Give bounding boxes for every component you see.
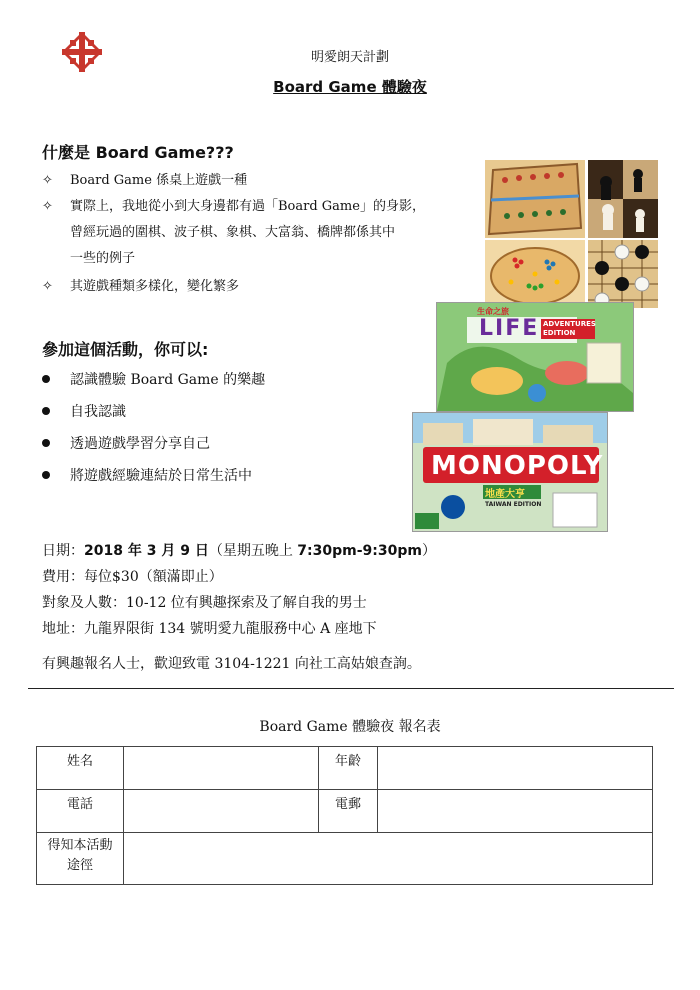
source-field[interactable] [124,833,653,885]
event-title: Board Game 體驗夜 [273,78,427,96]
dot-bullet-icon [42,471,50,479]
benefit-item: 將遊戲經驗連結於日常生活中 [42,465,252,485]
life-title: LIFE [479,316,540,341]
form-title: Board Game 體驗夜 報名表 [259,719,441,735]
sparkle-bullet-icon: ✧ [42,199,53,214]
monopoly-edition-label: TAIWAN EDITION [485,501,542,508]
dot-bullet-icon [42,375,50,383]
benefits-heading: 參加這個活動，你可以: [42,340,209,359]
benefit-item: 認識體驗 Board Game 的樂趣 [42,369,265,389]
sparkle-bullet-icon: ✧ [42,173,53,188]
benefit-item: 自我認識 [42,401,126,421]
intro-item: ✧ Board Game 係桌上遊戲一種 [42,168,247,194]
target-line: 對象及人數：10-12 位有興趣探索及了解自我的男士 [42,595,367,611]
monopoly-cn-label: 地產大亨 [485,489,525,500]
go-stones-image [588,240,658,308]
age-field[interactable] [378,747,653,790]
phone-label: 電話 [37,790,124,833]
life-subtitle: ADVENTURES EDITION [543,320,596,337]
dot-bullet-icon [42,439,50,447]
dot-bullet-icon [42,407,50,415]
email-field[interactable] [378,790,653,833]
chess-pieces-image [588,160,658,238]
monopoly-title: MONOPOLY [431,451,604,481]
address-line: 地址：九龍界限街 134 號明愛九龍服務中心 A 座地下 [42,621,377,637]
intro-continuation: 一些的例子 [70,251,136,266]
intro-item: ✧ 實際上，我地從小到大身邊都有過「Board Game」的身影， [42,194,425,220]
sparkle-bullet-icon: ✧ [42,279,53,294]
email-label: 電郵 [319,790,378,833]
marble-board-image [485,240,585,308]
life-cn-label: 生命之旅 [477,307,509,316]
time-value: 7:30pm-9:30pm [297,543,422,559]
registration-form [36,746,653,885]
game-of-life-box-image [436,302,634,412]
intro-heading: 什麼是 Board Game??? [42,143,234,162]
contact-line: 有興趣報名人士，歡迎致電 3104-1221 向社工高姑娘查詢。 [42,656,421,672]
phone-field[interactable] [124,790,319,833]
divider [28,688,674,689]
monopoly-box-image [412,412,608,532]
name-label: 姓名 [37,747,124,790]
source-label: 得知本活動 途徑 [37,833,124,885]
date-value: 2018 年 3 月 9 日 [84,543,209,559]
age-label: 年齡 [319,747,378,790]
org-name: 明愛朗天計劃 [310,50,389,65]
date-line: 日期：2018 年 3 月 9 日（星期五晚上 7:30pm-9:30pm） [42,543,436,559]
fee-line: 費用：每位$30（額滿即止） [42,569,223,585]
benefit-item: 透過遊戲學習分享自己 [42,433,210,453]
chinese-checkers-board-image [485,160,585,238]
intro-continuation: 曾經玩過的圍棋、波子棋、象棋、大富翁、橋牌都係其中 [70,225,396,240]
name-field[interactable] [124,747,319,790]
intro-item: ✧ 其遊戲種類多樣化，變化繁多 [42,274,239,300]
